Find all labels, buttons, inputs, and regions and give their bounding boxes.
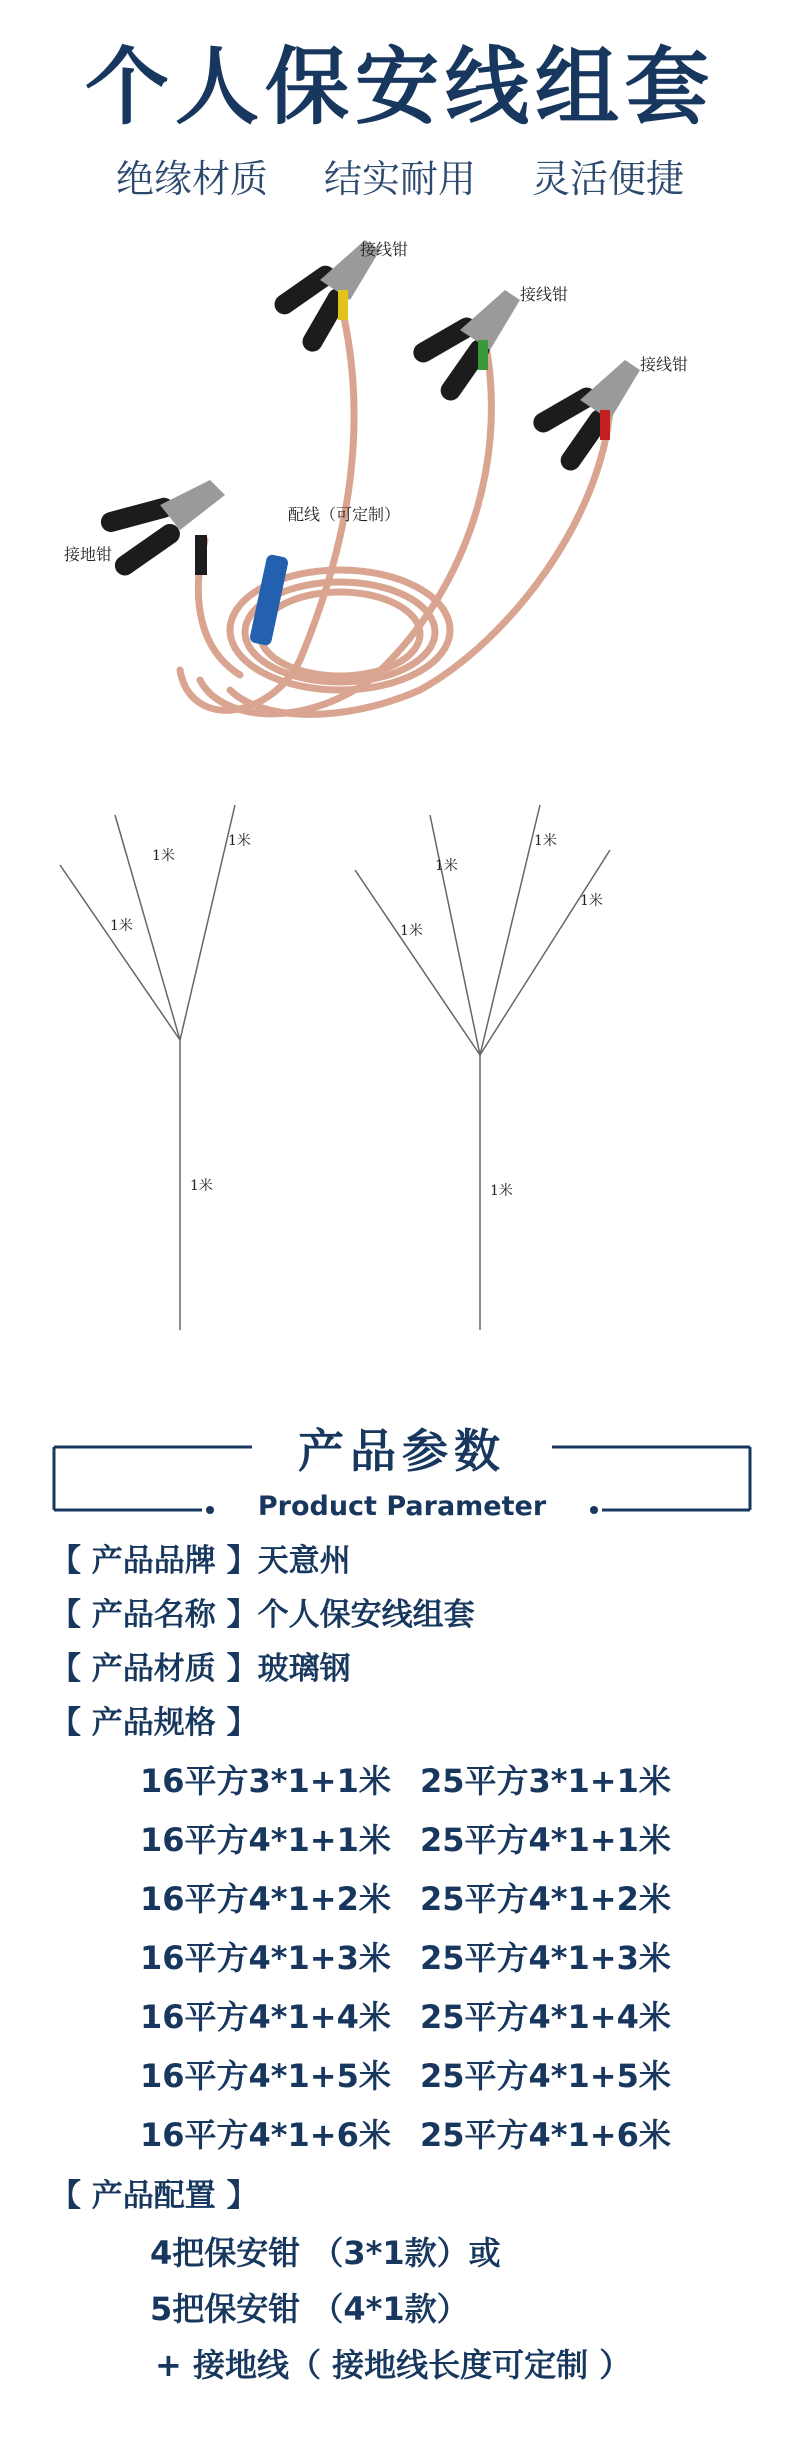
spec-row [140,1874,700,1920]
feature-item: 结实耐用 [323,157,476,201]
clamp-label: 接线钳 [360,240,409,259]
feature-list [0,148,800,203]
ground-clamp-icon [99,480,225,579]
feature-item: 绝缘材质 [115,157,268,201]
wire-label: 配线（可定制） [288,505,401,524]
spec-row [140,1992,700,2038]
length-label: 1米 [580,893,603,909]
spec-row [140,1815,700,1861]
spec-item: 16平方4*1+4米 [140,1998,391,2036]
diagram-line [60,865,180,1040]
param-name [50,1589,475,1634]
length-label: 1米 [400,923,423,939]
length-label: 1米 [490,1183,513,1199]
param-value: 玻璃钢 [257,1651,351,1687]
ground-clamp-label: 接地钳 [64,545,113,564]
spec-item: 16平方4*1+2米 [140,1880,391,1918]
spec-item: 16平方3*1+1米 [140,1762,391,1800]
diagram-line [480,850,610,1055]
blue-sleeve [249,554,289,647]
section-title: 产品参数 [298,1424,506,1478]
section-subtitle: Product Parameter [257,1491,547,1522]
spec-item: 25平方4*1+3米 [420,1939,671,1977]
spec-item: 16平方4*1+5米 [140,2057,391,2095]
spec-item: 16平方4*1+3米 [140,1939,391,1977]
diagram-line [180,805,235,1040]
product-photo [40,220,760,740]
diagram-line [480,805,540,1055]
spec-row [140,2051,700,2097]
page-title: 个人保安线组套 [84,38,715,136]
length-label: 1米 [435,858,458,874]
param-brand [50,1535,351,1580]
param-spec [50,1697,258,1742]
clamp-icon [410,290,520,404]
spec-item: 25平方4*1+4米 [420,1998,671,2036]
spec-item: 25平方3*1+1米 [420,1762,671,1800]
length-label: 1米 [152,848,175,864]
param-label: 【 产品名称 】 [50,1597,258,1633]
clamp-label: 接线钳 [640,355,689,374]
spec-item: 16平方4*1+1米 [140,1821,391,1859]
param-label: 【 产品规格 】 [50,1705,258,1741]
length-label: 1米 [534,833,557,849]
length-label: 1米 [228,833,251,849]
clamp-icon [530,360,640,474]
param-value: 天意州 [257,1543,351,1579]
cable-coil [260,592,420,676]
config-line: 4把保安钳 （3*1款）或 [150,2234,501,2272]
spec-item: 25平方4*1+6米 [420,2116,671,2154]
param-label: 【 产品材质 】 [50,1651,258,1687]
spec-item: 25平方4*1+1米 [420,1821,671,1859]
spec-item: 25平方4*1+5米 [420,2057,671,2095]
param-material [50,1643,351,1688]
spec-row [140,1933,700,1979]
clamp-label: 接线钳 [520,285,569,304]
config-line: 5把保安钳 （4*1款） [150,2290,469,2328]
wire-length-diagram [40,770,770,1330]
spec-row [140,2110,700,2156]
param-value: 个人保安线组套 [257,1597,475,1633]
spec-row [140,1756,700,1802]
section-header [52,1415,752,1522]
config-line: + 接地线（ 接地线长度可定制 ） [155,2346,632,2384]
param-label: 【 产品品牌 】 [50,1543,258,1579]
spec-item: 25平方4*1+2米 [420,1880,671,1918]
spec-item: 16平方4*1+6米 [140,2116,391,2154]
length-label: 1米 [190,1178,213,1194]
length-label: 1米 [110,918,133,934]
feature-item: 灵活便捷 [532,157,685,201]
param-config [50,2170,258,2215]
param-label: 【 产品配置 】 [50,2178,258,2214]
